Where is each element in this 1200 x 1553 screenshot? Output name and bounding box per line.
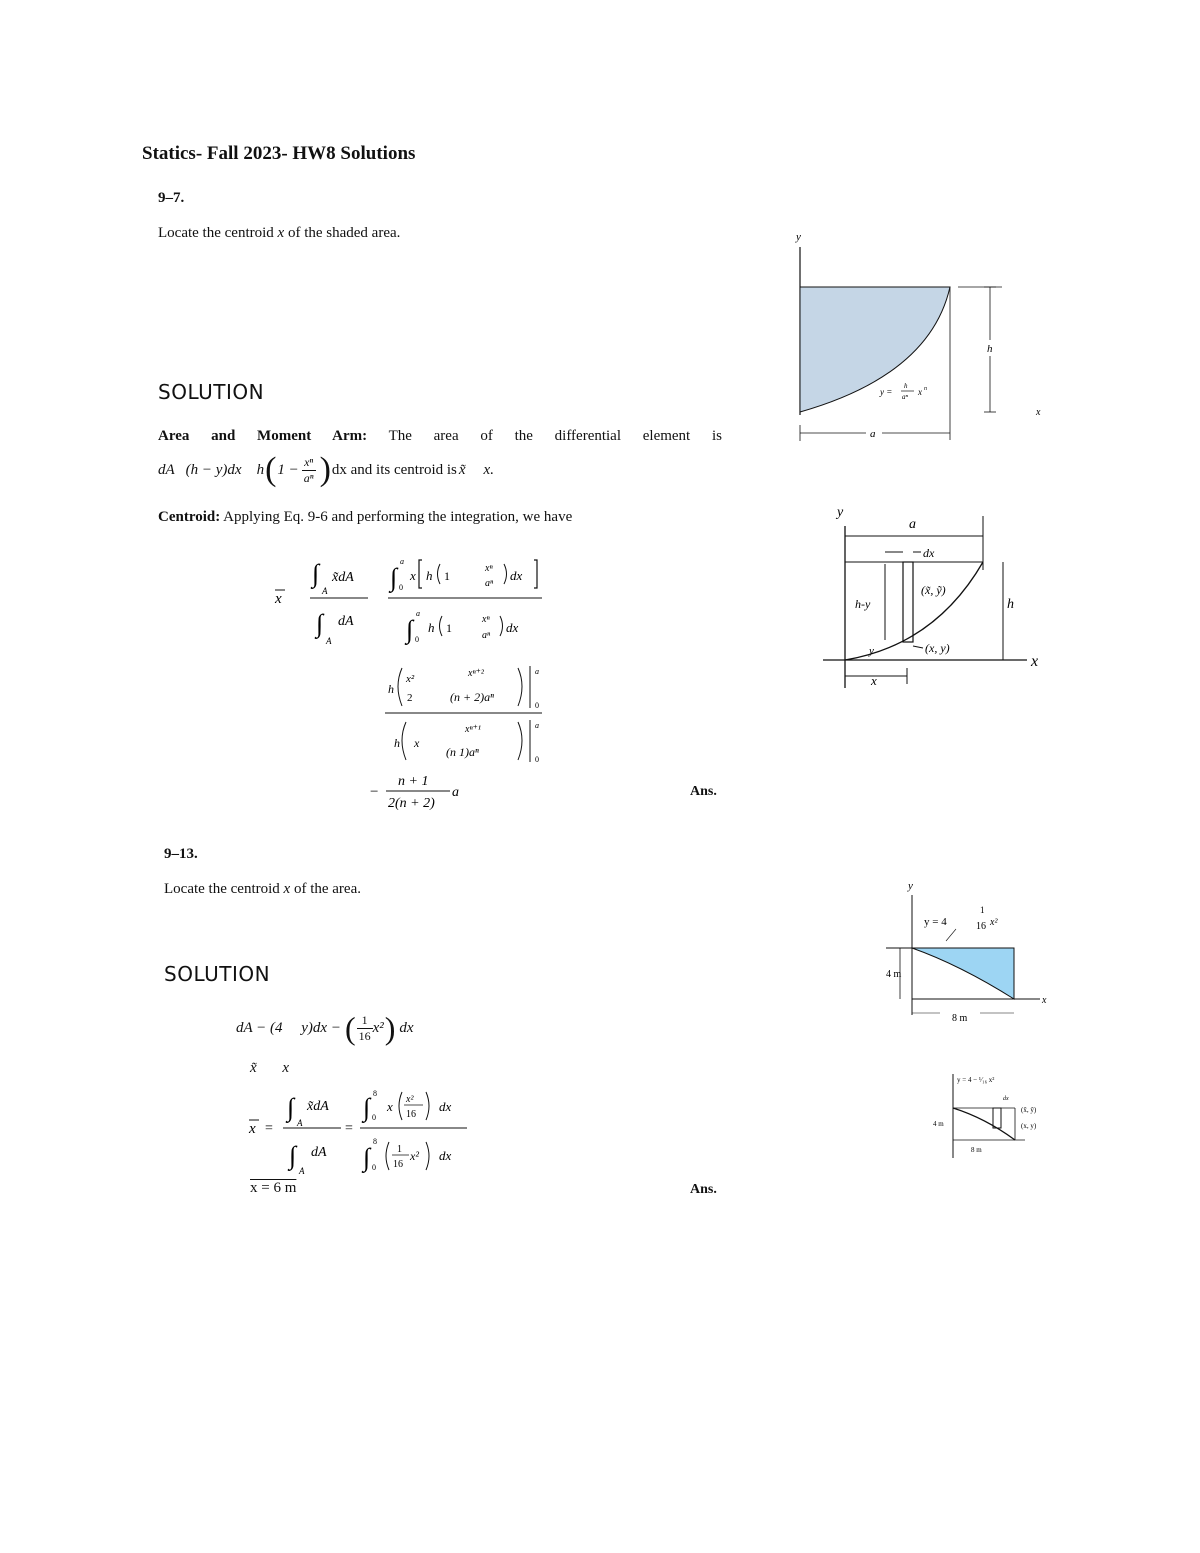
step2-den-n2: (n + 2)aⁿ (450, 690, 494, 704)
fig1-curve-label: y = (880, 387, 893, 397)
fig2-dx-label: dx (923, 546, 935, 560)
paren-open-den (440, 616, 443, 636)
problem-number-9-13: 9–13. (164, 846, 198, 862)
fig2-h-label: h (1007, 597, 1014, 612)
fig1-h-label: h (987, 343, 993, 355)
fig4-4m-label: 4 m (933, 1120, 944, 1128)
figure-9-13-differential-element (925, 1070, 1055, 1160)
rhs-num-an: aⁿ (485, 578, 494, 589)
statement-var-2: x (283, 881, 291, 897)
dA-line-9-13 (236, 1010, 414, 1046)
problem-number-9-7: 9–7. (158, 190, 185, 206)
solution-heading-9-7: SOLUTION (158, 380, 265, 404)
rhs-den-one: 1 (446, 621, 452, 635)
fig2-x-label: x (1031, 653, 1039, 670)
fig2-point-leader (913, 646, 923, 648)
dA-frac (302, 455, 316, 486)
step2-den-h: h (394, 736, 400, 750)
p2-num-frac-d: 16 (406, 1109, 416, 1120)
paren-close-den (500, 616, 503, 636)
fig1-a-label: a (870, 428, 876, 440)
p2-dA-frac (357, 1013, 373, 1044)
rhs-den-dx: dx (506, 620, 519, 635)
answer-label-9-13: Ans. (690, 1182, 717, 1197)
page-title: Statics- Fall 2023- HW8 Solutions (142, 143, 416, 164)
p2-paren-open: ( (344, 1009, 356, 1046)
dA-one: 1 − (277, 461, 299, 478)
bracket-close (534, 560, 537, 588)
p2-result: x = 6 m (250, 1180, 297, 1196)
p2-den-dx: dx (439, 1148, 452, 1163)
rhs-integral-den: ∫ (406, 615, 414, 644)
rhs-den-xn: xⁿ (482, 614, 490, 625)
fig4-curve (953, 1108, 1015, 1140)
p2-rhs-int-den: ∫ (363, 1143, 371, 1172)
figure-9-13-area (880, 875, 1060, 1025)
p2-num-paren-close (426, 1092, 429, 1120)
fig3-8m-label: 8 m (952, 1013, 968, 1024)
p2-num-dx: dx (439, 1099, 452, 1114)
centroid-text: Applying Eq. 9-6 and performing the integration, we have (220, 509, 573, 525)
answer-label-9-7: Ans. (690, 784, 717, 799)
p2-eq1: = (265, 1121, 273, 1136)
centroid-integral-equation (260, 550, 560, 820)
step2-lim-a: a (535, 667, 539, 676)
fig2-curve (845, 562, 983, 660)
step2-paren-open (398, 668, 402, 706)
p2-dA-frac-num: 1 (357, 1013, 373, 1029)
p2-den-frac-n: 1 (397, 1144, 402, 1155)
fig3-eq-label: y = 4 (924, 916, 947, 928)
area-text: The area of the differential element is (367, 428, 722, 444)
step2-xn2: xⁿ⁺² (468, 668, 484, 679)
result-a: a (452, 785, 459, 800)
fig2-y-label: y (837, 505, 844, 520)
fig1-y-label: y (796, 231, 801, 243)
xtilde: x̃ (458, 461, 466, 478)
fig3-eq-den: 16 (976, 921, 986, 932)
rhs-num-h: h (426, 568, 433, 583)
rhs-lim-0-num: 0 (399, 583, 403, 592)
p2-int-num: ∫ (287, 1093, 295, 1122)
rhs-num-x: x (410, 568, 416, 583)
p2-dA-dx: dx (399, 1019, 414, 1036)
centroid-line (158, 509, 572, 526)
p2-lhs-num-sub: A (297, 1118, 303, 1128)
fig2-point-label: (x, y) (925, 641, 950, 655)
centroid-integral-equation-9-13 (245, 1080, 485, 1180)
solution-heading-9-13: SOLUTION (164, 962, 271, 986)
rhs-integral-num: ∫ (390, 563, 398, 592)
statement-post: of the shaded area. (284, 225, 401, 241)
step2-den-n1: (n 1)aⁿ (446, 745, 479, 759)
fig3-eq-x2: x² (990, 917, 998, 928)
step2-lim-0: 0 (535, 701, 539, 710)
dA-expr: dA (h − y)dx h (158, 461, 265, 478)
step2-paren-close (518, 668, 522, 706)
p2-lhs-den-sub: A (299, 1166, 305, 1176)
rhs-lim-a-den: a (416, 609, 420, 618)
step2-den-paren-open (402, 722, 406, 760)
result-9-13 (250, 1180, 296, 1197)
fig3-y-label: y (908, 880, 913, 892)
fig2-hy-label: h-y (855, 597, 871, 611)
dA-line-9-7 (158, 452, 494, 488)
problem-statement-9-7 (158, 225, 400, 242)
fig4-dx-label: dx (1003, 1096, 1009, 1102)
rhs-den-an: aⁿ (482, 630, 491, 641)
bracket-open (419, 560, 422, 588)
p2-rhs-lim-0-num: 0 (372, 1113, 376, 1122)
p2-lhs-den: dA (311, 1145, 327, 1160)
fig2-y2-label: y (869, 645, 874, 657)
statement-post-2: of the area. (290, 881, 361, 897)
step2-x2: x² (406, 673, 415, 685)
p2-rhs-int-num: ∫ (363, 1093, 371, 1122)
fig4-centroid-label: (x̃, ỹ) (1021, 1106, 1037, 1114)
fig1-shaded-region (800, 287, 950, 412)
p2-num-paren-open (399, 1092, 402, 1120)
fig1-curve-xn: x (918, 387, 922, 397)
result-num: n + 1 (398, 774, 429, 789)
p2-den-x2: x² (410, 1149, 419, 1163)
lhs-num-sub: A (322, 586, 328, 596)
figure-9-7-shaded-area (780, 225, 1050, 445)
problem-statement-9-13 (164, 881, 361, 898)
statement-pre-2: Locate the centroid (164, 881, 284, 897)
xtilde-line-9-13 (250, 1060, 289, 1077)
p2-rhs-lim-0-den: 0 (372, 1163, 376, 1172)
rhs-num-one: 1 (444, 569, 450, 583)
fig1-curve-an: aⁿ (902, 393, 908, 401)
paren-close: ) (319, 451, 331, 488)
rhs-lim-0-den: 0 (415, 635, 419, 644)
lhs-num: x̃dA (332, 570, 354, 585)
centroid-heading: Centroid: (158, 509, 221, 525)
fig4-8m-label: 8 m (971, 1146, 982, 1154)
xbar-symbol: x (275, 591, 282, 607)
p2-dA-frac-den: 16 (358, 1028, 371, 1043)
fig1-curve-n: n (924, 386, 927, 392)
p2-dA-pre: dA − (4 y)dx − (236, 1019, 341, 1036)
paren-open-num (438, 564, 441, 584)
rhs-num-xn: xⁿ (485, 563, 493, 574)
fig2-centroid-label: (x̃, ỹ) (921, 583, 946, 597)
paren-open: ( (265, 451, 277, 488)
p2-den-frac-d: 16 (393, 1159, 403, 1170)
fig1-curve-h: h (904, 382, 908, 390)
p2-eq2: = (345, 1121, 353, 1136)
p2-lhs-num: x̃dA (307, 1099, 329, 1114)
lhs-den: dA (338, 614, 354, 629)
fig3-eq-leader (946, 929, 956, 941)
xtilde-eq: x. (483, 461, 494, 478)
rhs-num-dx: dx (510, 568, 523, 583)
p2-dA-x2: x² (372, 1019, 384, 1036)
step2-den-lim-0: 0 (535, 755, 539, 764)
rhs-den-h: h (428, 620, 435, 635)
step2-den-paren-close (518, 722, 522, 760)
p2-int-den: ∫ (289, 1141, 297, 1170)
fig1-x-label: x (1036, 407, 1041, 418)
figure-9-7-differential-element (815, 500, 1055, 695)
area-moment-line (158, 428, 722, 445)
dA-frac-den: aⁿ (303, 470, 314, 485)
p2-rhs-lim-8-num: 8 (373, 1089, 377, 1098)
lhs-den-sub: A (326, 636, 332, 646)
step2-num-h: h (388, 682, 394, 696)
area-heading: Area and Moment Arm: (158, 428, 368, 444)
fig3-4m-label: 4 m (886, 969, 902, 980)
p2-xbar: x (249, 1121, 256, 1137)
p2-rhs-num-x: x (387, 1099, 393, 1114)
fig3-x-label: x (1042, 995, 1047, 1006)
p2-den-paren-close (426, 1142, 429, 1170)
fig4-point-label: (x, y) (1021, 1122, 1037, 1130)
fig2-xbot-label: x (871, 673, 877, 688)
rhs-lim-a-num: a (400, 557, 404, 566)
p2-rhs-lim-8-den: 8 (373, 1137, 377, 1146)
statement-var: x (277, 225, 285, 241)
fig2-a-label: a (909, 517, 916, 532)
fig2-element-strip (903, 562, 913, 642)
fig3-shaded-region (912, 948, 1014, 999)
p2-den-paren-open (386, 1142, 389, 1170)
step2-den-x: x (414, 736, 420, 750)
fig3-eq-num: 1 (980, 905, 985, 915)
p2-paren-close: ) (384, 1009, 396, 1046)
p2-xt-eq: x (282, 1060, 290, 1076)
fig4-strip (993, 1108, 1001, 1128)
p2-num-frac-n: x² (406, 1094, 414, 1105)
step2-xn1: xⁿ⁺¹ (465, 724, 481, 735)
fig4-eq-label: y = 4 − ¹⁄₁₆ x² (957, 1076, 995, 1084)
step2-den-lim-a: a (535, 721, 539, 730)
p2-xt: x̃ (250, 1060, 257, 1076)
step2-two: 2 (407, 692, 413, 704)
result-eq-sign: − (370, 784, 379, 800)
paren-close-num (504, 564, 507, 584)
dA-frac-num: xⁿ (302, 455, 316, 471)
result-den: 2(n + 2) (388, 796, 435, 811)
integral-sign-den: ∫ (316, 609, 324, 638)
statement-pre: Locate the centroid (158, 225, 278, 241)
integral-sign-num: ∫ (312, 559, 320, 588)
dA-tail: dx and its centroid is (331, 461, 457, 478)
